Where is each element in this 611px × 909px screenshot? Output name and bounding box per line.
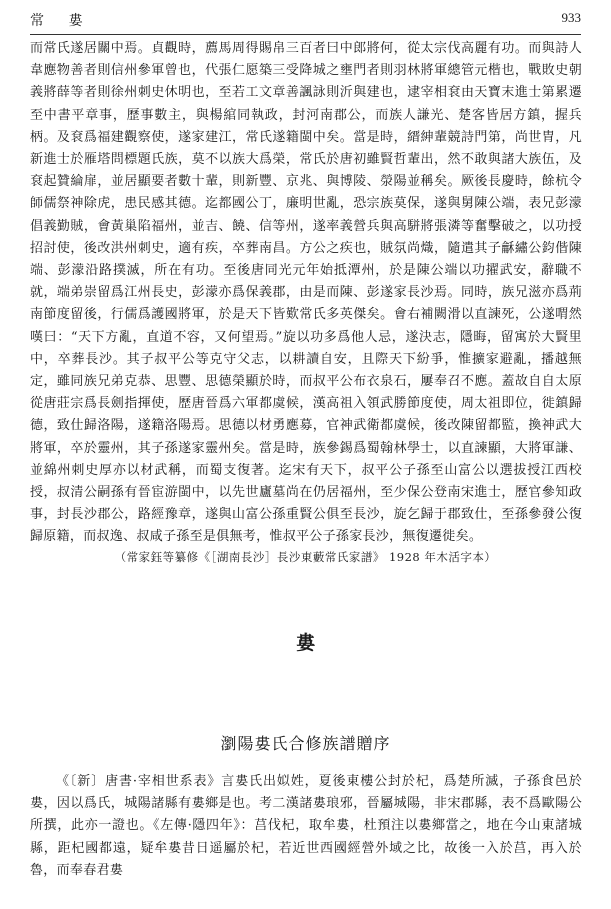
chang-passage-text: 而常氏遂居關中焉。貞觀時，薦馬周得賜帛三百者曰中郎將何，從太宗伐高麗有功。而與詩人韋應物善者則信州參軍曾也，代張仁愿築三受降城之壅門者則羽林將軍總管元楷也，戰敗史朝義將薛等者則徐州刺史休明也，至若工文章善諷詠則沂與建也，逮宰相袞由天寶末進士第累遷至中書平章事，歷事數主，與楊綰同執政，封河南郡公，而族人謙光、楚客皆居方鎮，握兵柄。及袞爲福建觀察使，遂家建江，常氏遂籍閩中矣。當是時，縉紳輩競詩門第，尚世胄，凡新進士於雁塔問標題氏族，莫不以族大爲榮，常氏於唐初雖賢哲輩出，然不敢與諸大族伍，及袞起贊綸扉，並居顯要者數十輩，則新豐、京兆、與博陵、滎陽並稱矣。厥後長慶時，餘杭令師儒祭神除虎，患民感其德。迄都國公丁，廉明世亂，恐宗族莫保，遂與舅陳公端，表兄彭濛倡義勤賊，會黃巢陷福州，並吉、饒、信等州，遂率義營兵與高駢將張潾等奮擊破之，以功授招討使，後改洪州刺史，適有疾，卒葬南昌。方公之疾也，賊氛尚熾，隨遣其子龢繡公鈞偕陳端、彭濛沿路撲滅，所在有功。至後唐同光元年始抵潭州，於是陳公端以功擢武安，辭職不就，端弟崇留爲江州長史，彭濛亦爲保義郡，由是而陳、彭遂家長沙焉。同時，族兄滋亦爲荊南節度留後，行儒爲護國將軍，於是天下皆歎常氏多英傑矣。會右補闕滑以直諫死，公遂喟然嘆曰：“天下方亂，直道不容，又何望焉。”旋以功多爲他人忌，遂決志，隱晦，留寓於大賢里中，卒葬長沙。其子叔平公等克守父志，以耕讀自安，且際天下紛爭，惟擴家避亂，播越無定，雖同族兄弟克恭、思豐、思德榮顯於時，而叔平公布衣泉石，屢奉召不應。蓋故自自太原從唐莊宗爲長劍指揮使，歷唐晉爲六軍都虞候，漢高祖入領武勝節度使，周太祖即位，徙鎮歸德，致仕歸洛陽，遂籍洛陽焉。思德以材勇應募，官神武衛都虞候，後改陳留都監，換神武大將軍，卒於靈州，其子孫遂家靈州矣。當是時，族參錫爲蜀翰林學士，以直諫顯，大將軍謙、並綿州刺史厚亦以材武稱，而蜀支復著。迄宋有天下，叔平公子孫至山富公以選拔授江西校授，叔清公嗣孫有晉宦游閩中，以先世廬墓尚在仍居福州，至少保公登南宋進士，歷官參知政事，封長沙郡公，路經豫章，遂與山富公孫重賢公俱至長沙，旋乞歸于郡致仕，至孫參發公復歸原籍，而叔逸、叔咸子孫至是俱無考，惟叔平公子孫家長沙，無復遷徙矣。 — [30, 41, 582, 545]
source-citation: （常家鈺等纂修《［湖南長沙］長沙東藪常氏家譜》 1928 年木活字本） — [114, 550, 497, 564]
header-rule — [30, 34, 581, 35]
clan-heading: 婁 — [295, 632, 315, 654]
running-title: 常 婁 — [30, 13, 93, 29]
essay-title: 瀏陽婁氏合修族譜贈序 — [220, 734, 391, 753]
chang-passage — [30, 38, 582, 549]
page-number: 933 — [561, 10, 581, 25]
essay-body — [30, 771, 582, 882]
page-header — [30, 6, 581, 32]
essay-paragraph: 《〔新〕唐書·宰相世系表》言婁氏出姒姓，夏後東樓公封於杞，爲楚所滅，子孫食邑於婁，因以爲氏，城陽諸縣有婁鄉是也。考二漢諸婁琅邪，晉屬城陽，非宋郡縣，表不爲歐陽公所撰，此亦一證也。《左傳·隱四年》：莒伐杞，取牟婁，杜預注以婁鄉當之，地在今山東諸城縣，距杞國都遠，疑牟婁昔日遥屬於杞，若近世西國經營外域之比，故後一入於莒，再入於魯，而奉春君婁 — [30, 774, 582, 878]
